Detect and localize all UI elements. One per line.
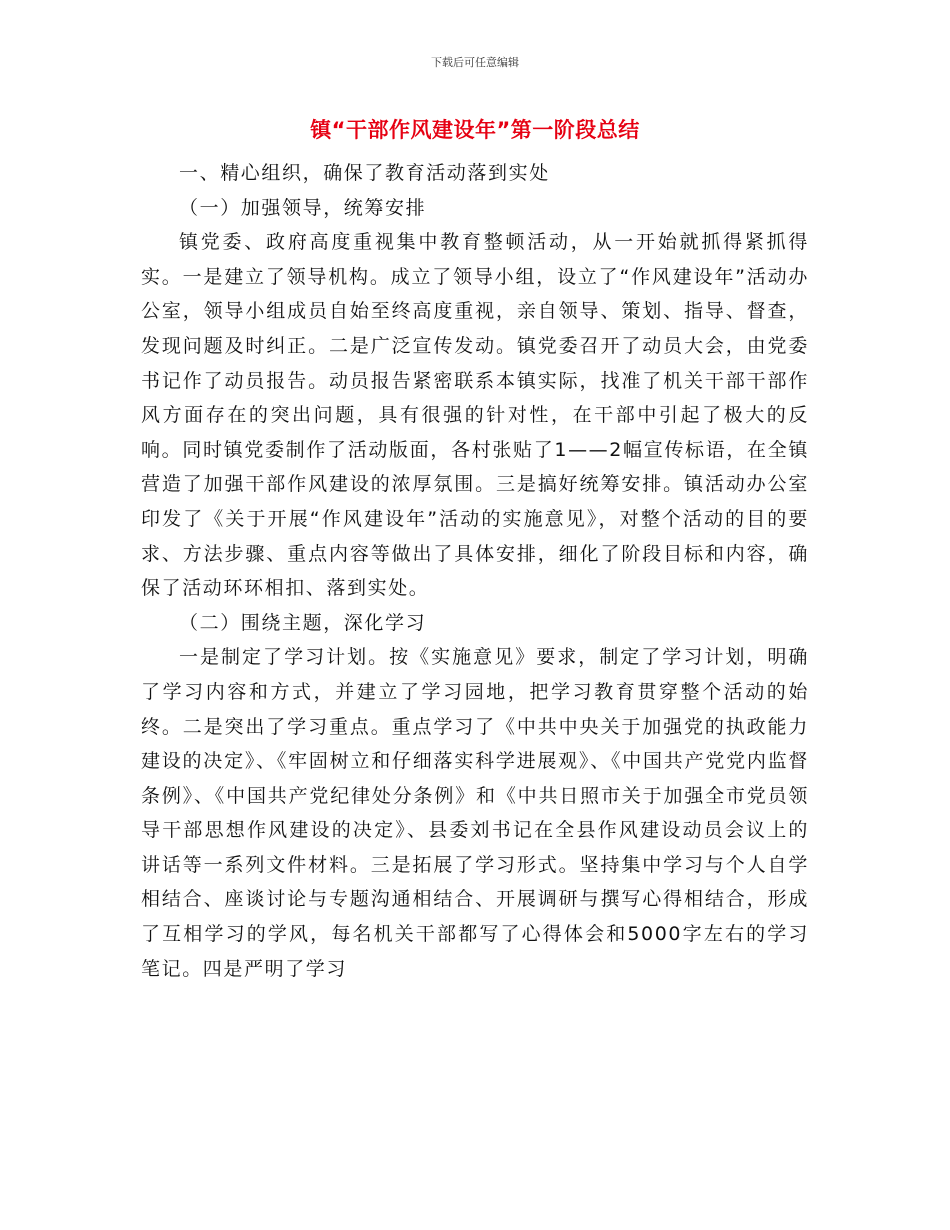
document-title: 镇“干部作风建设年”第一阶段总结 <box>310 118 640 142</box>
header-note: 下载后可任意编辑 <box>431 56 519 69</box>
paragraph-1-2: 一是制定了学习计划。按《实施意见》要求，制定了学习计划，明确了学习内容和方式，并建立了学习园地，把学习教育贯穿整个活动的始终。二是突出了学习重点。重点学习了《中共中央关于加强党的执政能力建设的决定》、《牢固树立和仔细落实科学进展观》、《中国共产党党内监督条例》、《中国共产党纪律处分条例》和《中共日照市关于加强全市党员领导干部思想作风建设的决定》、县委刘书记在全县作风建设动员会议上的讲话等一系列文件材料。三是拓展了学习形式。坚持集中学习与个人自学相结合、座谈讨论与专题沟通相结合、开展调研与撰写心得相结合，形成了互相学习的学风，每名机关干部都写了心得体会和5000字左右的学习笔记。四是严明了学习 <box>141 646 809 980</box>
paragraph-1-1: 镇党委、政府高度重视集中教育整顿活动，从一开始就抓得紧抓得实。一是建立了领导机构。成立了领导小组，设立了“作风建设年”活动办公室，领导小组成员自始至终高度重视，亲自领导、策划、指导、督查，发现问题及时纠正。二是广泛宣传发动。镇党委召开了动员大会，由党委书记作了动员报告。动员报告紧密联系本镇实际，找准了机关干部干部作风方面存在的突出问题，具有很强的针对性，在干部中引起了极大的反响。同时镇党委制作了活动版面，各村张贴了1——2幅宣传标语，在全镇营造了加强干部作风建设的浓厚氛围。三是搞好统筹安排。镇活动办公室印发了《关于开展“作风建设年”活动的实施意见》，对整个活动的目的要求、方法步骤、重点内容等做出了具体安排，细化了阶段目标和内容，确保了活动环环相扣、落到实处。 <box>141 231 809 600</box>
subsection-heading-1-1: （一）加强领导，统筹安排 <box>179 196 427 219</box>
document-body <box>141 156 809 986</box>
subsection-heading-1-2: （二）围绕主题，深化学习 <box>179 611 427 634</box>
section-heading-1: 一、精心组织，确保了教育活动落到实处 <box>179 162 550 184</box>
